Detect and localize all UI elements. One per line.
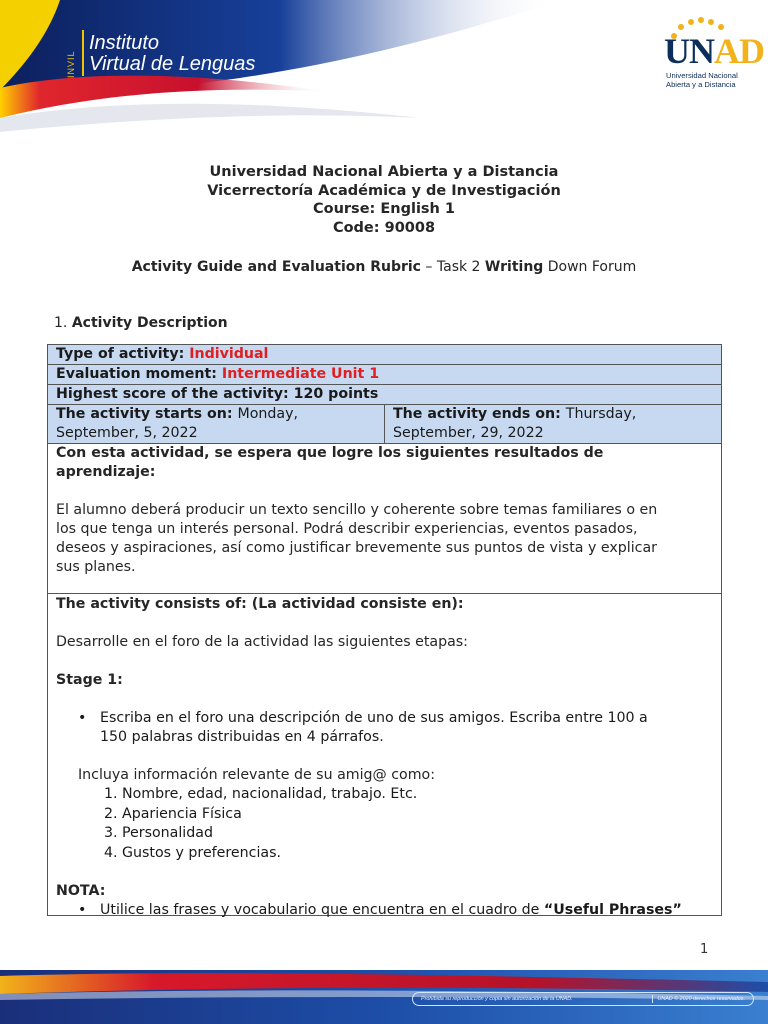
start-date-cell bbox=[48, 405, 385, 443]
outcomes-body-1: El alumno deberá producir un texto sencillo y coherente sobre temas familiares o en bbox=[56, 502, 658, 518]
bullet1-line1: Escriba en el foro una descripción de uno de sus amigos. Escriba entre 100 a bbox=[100, 710, 648, 726]
end-date-cell bbox=[385, 405, 721, 443]
footer-notice: Prohibida su reproducción y copia sin autorización de la UNAD. bbox=[421, 996, 573, 1002]
moment-value: Intermediate Unit 1 bbox=[221, 366, 380, 382]
friend-info-list bbox=[56, 785, 713, 863]
guide-title-forum: Down Forum bbox=[543, 259, 637, 275]
outcomes-heading-1: Con esta actividad, se espera que logre los siguientes resultados de bbox=[56, 445, 604, 461]
type-label: Type of activity: bbox=[56, 346, 190, 362]
row-learning-outcomes bbox=[48, 444, 721, 594]
guide-title-bold: Activity Guide and Evaluation Rubric bbox=[131, 259, 421, 275]
nota-label: NOTA: bbox=[56, 883, 106, 899]
institute-name-line2: Virtual de Lenguas bbox=[89, 53, 256, 75]
university-name: Universidad Nacional Abierta y a Distancia bbox=[209, 164, 559, 180]
footer-copyright-bar bbox=[412, 992, 754, 1006]
invil-vertical-label: INVIL bbox=[66, 50, 76, 78]
starts-value-1: Monday, bbox=[237, 406, 299, 422]
course-code: Code: 90008 bbox=[332, 219, 436, 236]
row-activity-consists bbox=[48, 595, 721, 918]
outcomes-body-4: sus planes. bbox=[56, 559, 136, 575]
list-item: 1. Nombre, edad, nacionalidad, trabajo. Etc. bbox=[122, 785, 713, 805]
row-highest-score bbox=[48, 385, 721, 405]
consists-heading: The activity consists of: (La actividad consiste en): bbox=[56, 596, 464, 612]
nota-bullet-prefix: Utilice las frases y vocabulario que encuentra en el cuadro de bbox=[100, 902, 544, 918]
document-title-block bbox=[0, 163, 768, 237]
activity-description-table bbox=[47, 344, 722, 916]
course-name: Course: English 1 bbox=[312, 201, 456, 217]
bullet1-line2: 150 palabras distribuidas en 4 párrafos. bbox=[100, 729, 384, 745]
ends-label: The activity ends on: bbox=[393, 406, 566, 422]
stage-bullet-item bbox=[100, 709, 713, 747]
section-heading bbox=[54, 315, 228, 331]
unad-logo-ad: AD bbox=[714, 31, 764, 71]
row-dates bbox=[48, 405, 721, 444]
starts-label: The activity starts on: bbox=[56, 406, 238, 422]
row-type-of-activity bbox=[48, 345, 721, 365]
invil-divider bbox=[82, 30, 84, 76]
stage-label: Stage 1: bbox=[56, 672, 123, 688]
list-item: 3. Personalidad bbox=[122, 824, 713, 844]
score-label: Highest score of the activity: 120 points bbox=[56, 386, 379, 402]
unad-logo bbox=[664, 30, 764, 72]
footer-separator bbox=[652, 995, 653, 1003]
nota-bullet-list bbox=[56, 901, 713, 920]
guide-title-task: – Task 2 bbox=[420, 259, 485, 275]
page-number: 1 bbox=[700, 942, 709, 957]
unad-logo-un: UN bbox=[664, 31, 714, 71]
outcomes-heading-2: aprendizaje: bbox=[56, 464, 156, 480]
row-evaluation-moment bbox=[48, 365, 721, 385]
type-value: Individual bbox=[189, 346, 269, 362]
footer-copyright: UNAD © 2020 derechos reservados. bbox=[657, 996, 745, 1002]
list-item: 4. Gustos y preferencias. bbox=[122, 844, 713, 864]
activity-guide-title bbox=[0, 259, 768, 275]
unad-subtitle-line1: Universidad Nacional bbox=[666, 71, 738, 80]
section-title: Activity Description bbox=[71, 315, 228, 331]
header-banner bbox=[0, 0, 768, 140]
vice-rectory: Vicerrectoría Académica y de Investigación bbox=[207, 182, 561, 199]
consists-intro: Desarrolle en el foro de la actividad las siguientes etapas: bbox=[56, 634, 468, 650]
outcomes-body-2: los que tenga un interés personal. Podrá describir experiencias, eventos pasados, bbox=[56, 521, 638, 537]
nota-bullet-item bbox=[100, 901, 713, 920]
moment-label: Evaluation moment: bbox=[56, 366, 222, 382]
institute-name-line1: Instituto bbox=[89, 32, 160, 54]
unad-subtitle-line2: Abierta y a Distancia bbox=[666, 80, 736, 89]
outcomes-body-3: deseos y aspiraciones, así como justificar brevemente sus puntos de vista y explicar bbox=[56, 540, 657, 556]
stage-bullet-list bbox=[56, 709, 713, 747]
nota-bullet-bold: “Useful Phrases” bbox=[543, 902, 682, 918]
ends-value-2: September, 29, 2022 bbox=[393, 425, 544, 441]
include-intro: Incluya información relevante de su amig@ como: bbox=[78, 767, 436, 783]
starts-value-2: September, 5, 2022 bbox=[56, 425, 198, 441]
list-item: 2. Apariencia Física bbox=[122, 805, 713, 825]
section-number: 1. bbox=[54, 315, 72, 331]
guide-title-writing: Writing bbox=[484, 259, 544, 275]
ends-value-1: Thursday, bbox=[565, 406, 637, 422]
